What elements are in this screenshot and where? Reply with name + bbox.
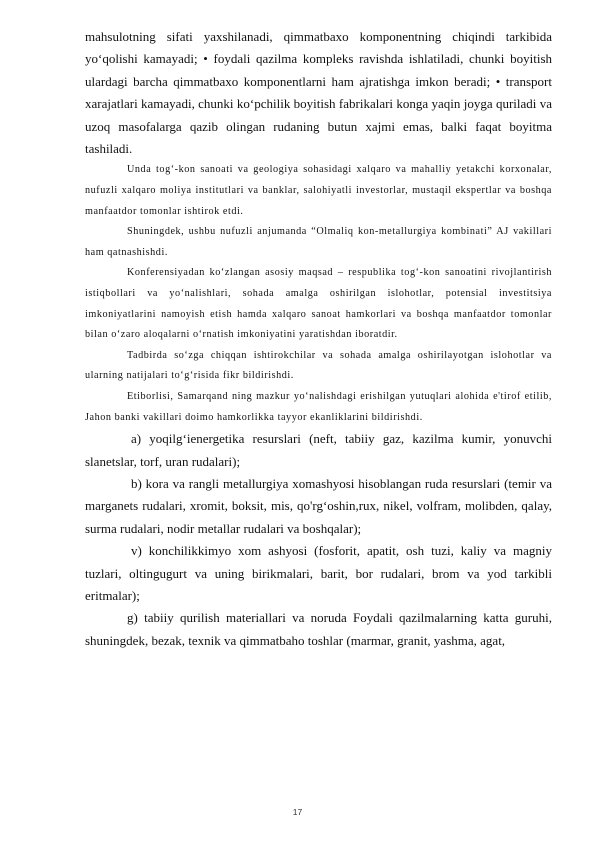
list-item-a: a) yoqilg‘ienergetika resurslari (neft, tabiiy gaz, kazilma kumir, yonuvchi slanetslar, torf, uran rudalari); xyxy=(85,431,552,469)
page-number: 17 xyxy=(292,807,303,817)
paragraph-samarqand: Etiborlisi, Samarqand ning mazkur yo‘nalishdagi erishilgan yutuqlari alohida e'tirof etilib, Jahon banki vakillari doimo hamkorlikka tayyor ekanliklarini bildirishdi. xyxy=(85,390,552,423)
document-page xyxy=(85,26,552,652)
paragraph-boyitish-benefits: mahsulotning sifati yaxshilanadi, qimmatbaxo komponentning chiqindi tarkibida yo‘qolishi kamayadi; • foydali qazilma kompleks ravishda ishlatiladi, chunki boyitish ulardagi barcha qimmatbaxo komponentlarni ham ajratishga imkon beradi; • transport xarajatlari kamayadi, chunki ko‘pchilik boyitish fabrikalari konga yaqin joyga quriladi va uzoq masofalarga qazib olingan rudaning butun xajmi emas, balki faqat boyitma tashiladi. xyxy=(85,29,552,157)
paragraph-conference-goal: Konferensiyadan ko‘zlangan asosiy maqsad – respublika tog‘-kon sanoatini rivojlantirish istiqbollari va yo‘nalishlari, sohada amalga oshirilgan islohotlar, potensial investitsiya imkoniyatlarini namoyish etish hamda xalqaro sanoat hamkorlari va boshqa manfaatdor tomonlar bilan o‘zaro aloqalarni o‘rnatish imkoniyatini yaratishdan iboratdir. xyxy=(85,267,552,341)
list-item-b: b) kora va rangli metallurgiya xomashyosi hisoblangan ruda resurslari (temir va marganets rudalari, xromit, boksit, mis, qo'rg‘oshin,rux, nikel, volfram, molibden, qalay, surma rudalari, nodir metallar rudalari va boshqalar); xyxy=(85,475,552,536)
paragraph-participants: Unda tog‘-kon sanoati va geologiya sohasidagi xalqaro va mahalliy yetakchi korxonalar, nufuzli xalqaro moliya institutlari va banklar, salohiyatli investorlar, mustaqil ekspertlar va boshqa manfaatdor tomonlar ishtirok etdi. xyxy=(85,164,552,217)
paragraph-olmaliq: Shuningdek, ushbu nufuzli anjumanda “Olmaliq kon-metallurgiya kombinati” AJ vakillari ham qatnashishdi. xyxy=(85,226,552,258)
list-item-v: v) konchilikkimyo xom ashyosi (fosforit, apatit, osh tuzi, kaliy va magniy tuzlari, oltingugurt va uning birikmalari, barit, bor rudalari, brom va yod tarkibli eritmalar); xyxy=(85,543,552,603)
paragraph-speakers: Tadbirda so‘zga chiqqan ishtirokchilar va sohada amalga oshirilayotgan islohotlar va ularning natijalari to‘g‘risida fikr bildirishdi. xyxy=(85,349,552,382)
list-item-g: g) tabiiy qurilish materiallari va noruda Foydali qazilmalarning katta guruhi, shuningdek, bezak, texnik va qimmatbaho toshlar (marmar, granit, yashma, agat, xyxy=(85,610,552,648)
